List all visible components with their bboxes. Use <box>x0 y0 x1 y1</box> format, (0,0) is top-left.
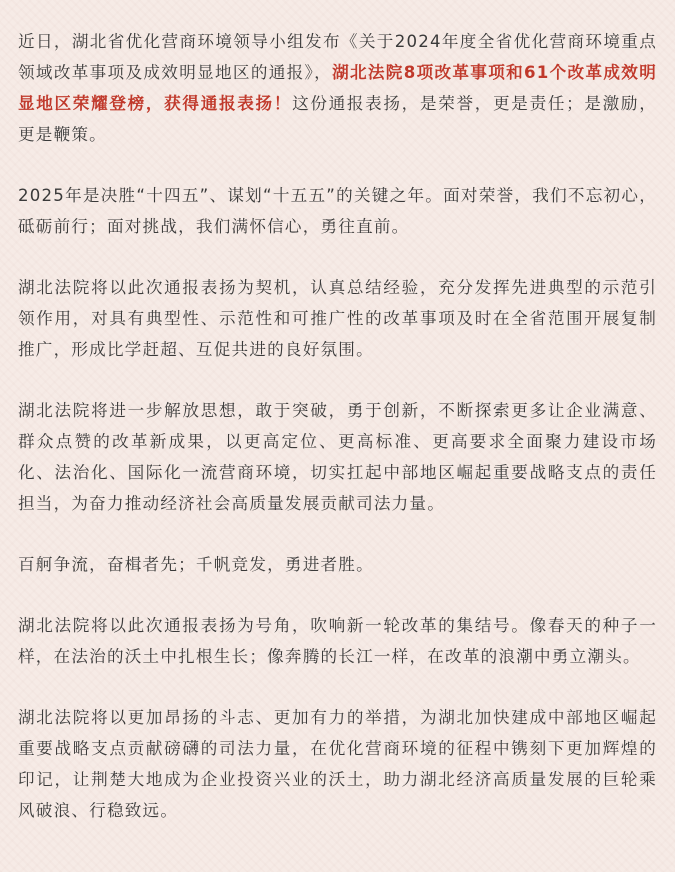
paragraph-2-text: 2025年是决胜“十四五”、谋划“十五五”的关键之年。面对荣誉，我们不忘初心，砥砺前行；面对挑战，我们满怀信心，勇往直前。 <box>18 186 657 236</box>
paragraph-2 <box>18 180 657 242</box>
paragraph-1-closing-text: 这份通报表扬，是荣誉，更是责任；是激励，更是鞭策。 <box>18 94 657 144</box>
paragraph-1 <box>18 26 657 150</box>
paragraph-3 <box>18 272 657 365</box>
paragraph-3-text: 湖北法院将以此次通报表扬为契机，认真总结经验，充分发挥先进典型的示范引领作用，对具有典型性、示范性和可推广性的改革事项及时在全省范围开展复制推广，形成比学赶超、互促共进的良好氛围。 <box>18 278 657 359</box>
paragraph-5 <box>18 549 657 580</box>
paragraph-5-text: 百舸争流，奋楫者先；千帆竞发，勇进者胜。 <box>18 555 374 574</box>
paragraph-7-text: 湖北法院将以更加昂扬的斗志、更加有力的举措，为湖北加快建成中部地区崛起重要战略支点贡献磅礴的司法力量，在优化营商环境的征程中镌刻下更加辉煌的印记，让荆楚大地成为企业投资兴业的沃土，助力湖北经济高质量发展的巨轮乘风破浪、行稳致远。 <box>18 708 657 820</box>
paragraph-7 <box>18 702 657 826</box>
paragraph-4 <box>18 395 657 519</box>
paragraph-6-text: 湖北法院将以此次通报表扬为号角，吹响新一轮改革的集结号。像春天的种子一样，在法治的沃土中扎根生长；像奔腾的长江一样，在改革的浪潮中勇立潮头。 <box>18 616 657 666</box>
paragraph-4-text: 湖北法院将进一步解放思想，敢于突破，勇于创新，不断探索更多让企业满意、群众点赞的改革新成果，以更高定位、更高标准、更高要求全面聚力建设市场化、法治化、国际化一流营商环境，切实扛起中部地区崛起重要战略支点的责任担当，为奋力推动经济社会高质量发展贡献司法力量。 <box>18 401 657 513</box>
paragraph-1-intro-text: 近日，湖北省优化营商环境领导小组发布《关于2024年度全省优化营商环境重点领域改革事项及成效明显地区的通报》， <box>18 32 657 82</box>
paragraph-6 <box>18 610 657 672</box>
paragraph-1-highlight-text: 湖北法院8项改革事项和61个改革成效明显地区荣耀登榜，获得通报表扬！ <box>18 63 657 113</box>
